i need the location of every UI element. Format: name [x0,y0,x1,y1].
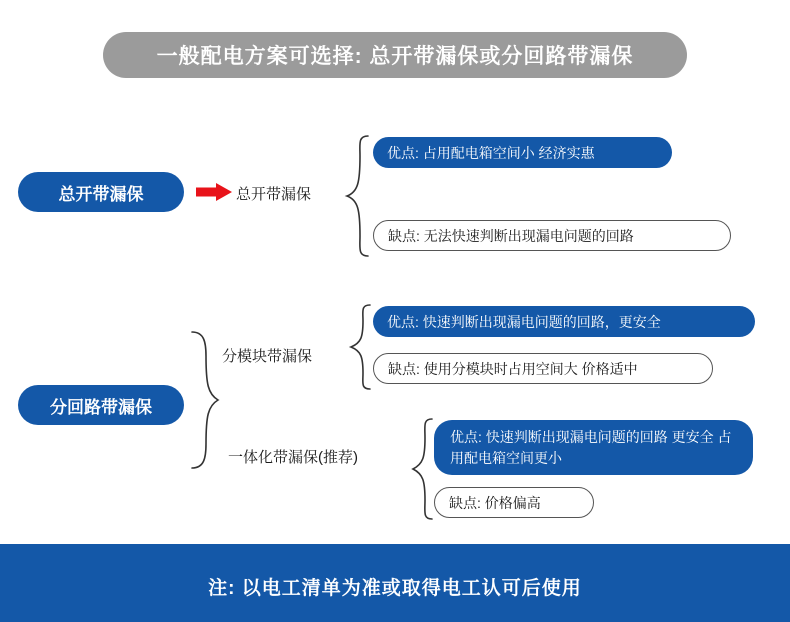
category-pill-branch-circuit[interactable]: 分回路带漏保 [18,385,184,425]
category-pill-main-breaker[interactable]: 总开带漏保 [18,172,184,212]
content-box-integrated-pros: 优点: 快速判断出现漏电问题的回路 更安全 占用配电箱空间更小 [434,420,753,475]
page-title: 一般配电方案可选择: 总开带漏保或分回路带漏保 [103,32,687,78]
content-box-module-pros: 优点: 快速判断出现漏电问题的回路，更安全 [373,306,755,337]
content-box-main-pros: 优点: 占用配电箱空间小 经济实惠 [373,137,672,168]
brace-integrated [410,417,434,521]
footer-note [0,550,790,622]
brace-branch-circuit [186,330,220,470]
content-box-main-cons: 缺点: 无法快速判断出现漏电问题的回路 [373,220,731,251]
node-label-integrated-type: 一体化带漏保(推荐) [228,449,358,466]
content-box-module-cons: 缺点: 使用分模块时占用空间大 价格适中 [373,353,713,384]
footer-note-suffix: 取得电工认可后使用 [401,577,582,599]
node-label-module-type: 分模块带漏保 [222,348,313,365]
right-arrow-icon [196,183,232,201]
footer-note-prefix: 注: 以电工清单为准 [208,577,382,599]
footer-note-emphasis: 或 [381,577,402,599]
brace-module [348,303,372,391]
content-box-integrated-cons: 缺点: 价格偏高 [434,487,594,518]
node-label-main-breaker: 总开带漏保 [236,186,312,203]
brace-main [344,134,370,258]
